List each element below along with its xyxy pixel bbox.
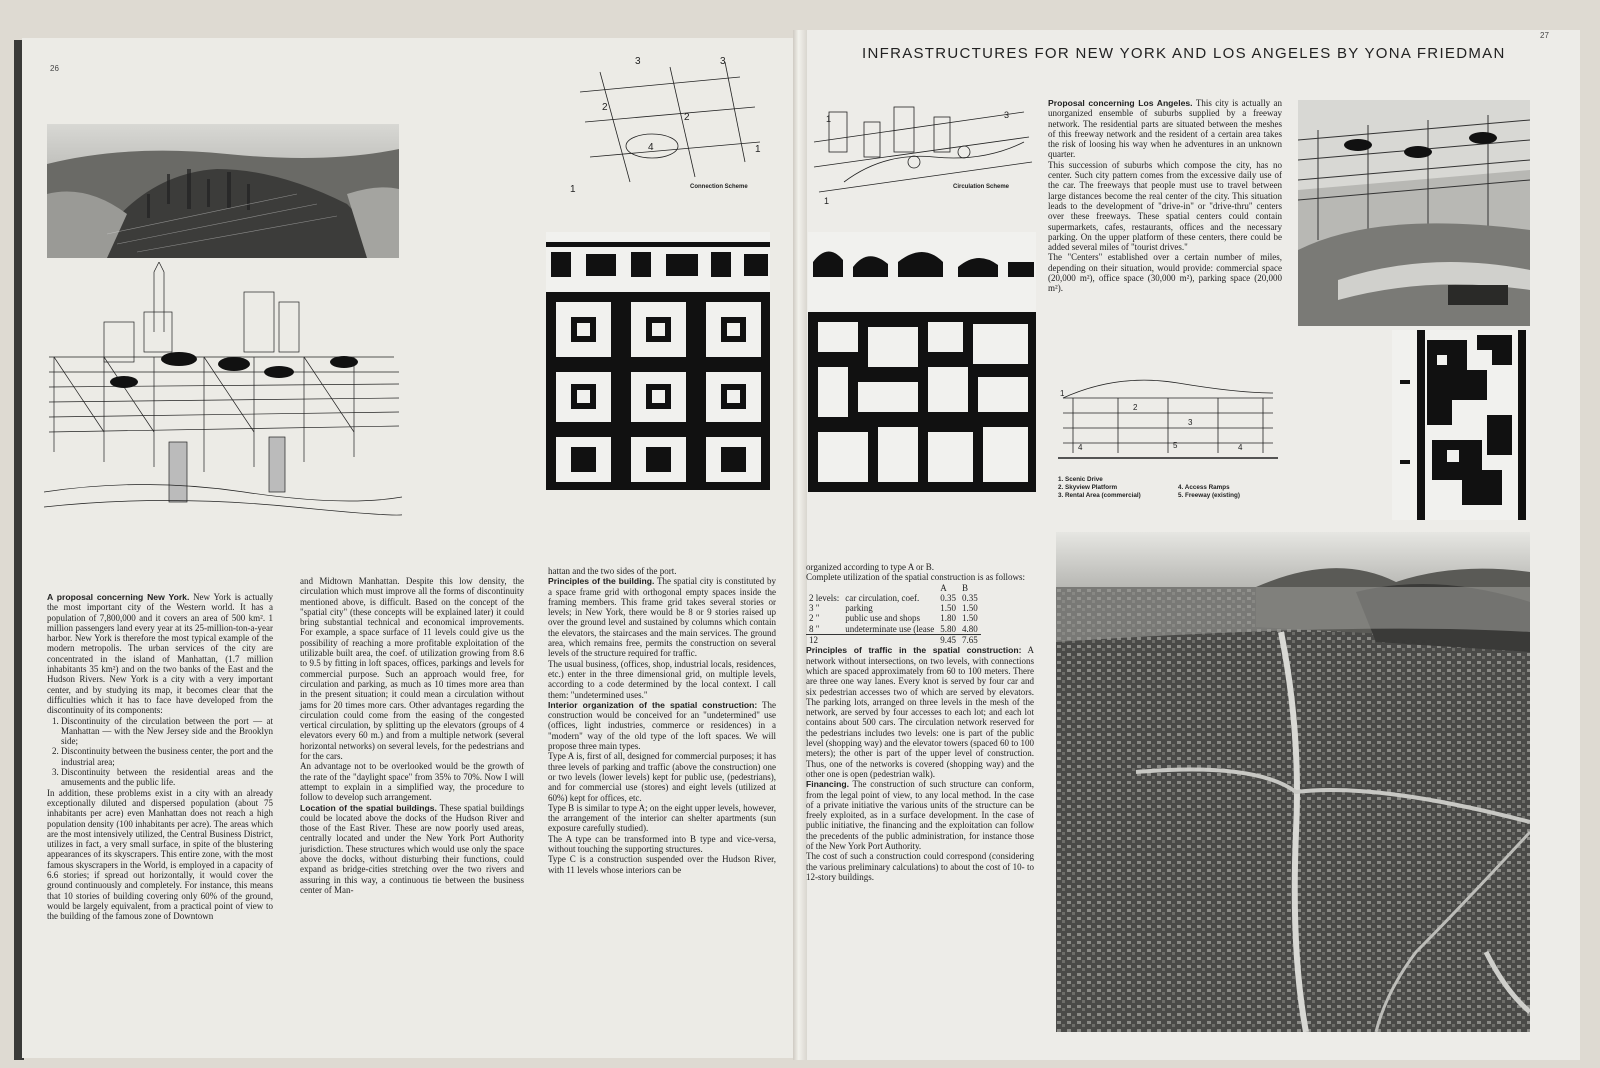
los-angeles-aerial-photo [1056, 532, 1530, 1032]
paragraph: This city is actually an unorganized ensemble of suburbs supplied by a freeway network. The residential parts are situated between the meshes of this freeway network and the resident of a certain area takes the risk of loosing his way when he adventures in an unknown quarter. [1048, 98, 1283, 160]
utilization-table [806, 583, 981, 646]
paragraph: This succession of suburbs which compose the city, has no center. Such city pattern comes from the excessive daily use of the car. The freeways that people must use to travel between large distances become the real center of the city. This situation leads to the development of "drive-in" or "drive-thru" centers over these freeways. These spatial centers could contain supermarkets, cafes, restaurants, offices and the necessary parking. On the upper platform of these centers, there could be added several miles of "tourist drives." [1048, 159, 1282, 253]
ny-proposal-heading: A proposal concerning New York. [47, 592, 190, 602]
svg-text:3: 3 [635, 56, 641, 67]
table-cell: 2 " [809, 613, 820, 624]
paragraph: The construction of such structure can conform, from the legal point of view, to any local method. In the case of a private initiative the various units of the structure can be freely exploited, as in a surface development. In the case of public initiative, the financing and the exploitation can follow the precedents of the public administration, for instance those of the New York Port Authority. [806, 779, 1034, 852]
paragraph: The usual business, (offices, shop, industrial locals, residences, etc.) enter in the three dimensional grid, on multiple levels, according to a code determined by the local context. I call them: "undetermined uses." [548, 658, 776, 700]
list-item: 3. Discontinuity between the residential areas and the amusements and the public life. [61, 767, 273, 788]
table-header-row [806, 583, 981, 593]
svg-text:5: 5 [1173, 441, 1178, 450]
svg-text:4: 4 [1078, 443, 1083, 452]
paragraph: These spatial buildings could be located above the docks of the Hudson River and those of the East River. These are now poorly used areas, centrally located and under the New York Port Authority jurisdiction. These structures which would use only the space above the docks, without disturbing their functions, could expand as bridge-cities stretching over the two rivers and assuring in this way, a continuous tie between the business center of Man- [300, 802, 524, 895]
table-cell: 4.80 [961, 623, 978, 634]
paragraph: The spatial city is constituted by a space frame grid with orthogonal empty spaces inside the framing members. This frame grid takes several stories or levels; in New York, there would be 8 or 9 stories raised up over the ground level and sustained by columns which contain the elevators, the staircases and the main services. The ground area, which remains free, permits the construction on several levels of the structure required for traffic. [548, 576, 776, 659]
building-plan-diagram-b [808, 232, 1036, 492]
interior-organization-heading: Interior organization of the spatial construction: [548, 699, 758, 710]
svg-text:2: 2 [1133, 403, 1138, 412]
connection-scheme-diagram [560, 52, 770, 217]
svg-text:1: 1 [570, 184, 576, 195]
table-cell: 1.50 [940, 603, 956, 614]
table-header: B [961, 582, 968, 593]
paragraph: Complete utilization of the spatial construction is as follows: [806, 572, 1025, 583]
table-row [806, 624, 981, 635]
page-number-right: 27 [1540, 31, 1549, 40]
table-cell: parking [845, 603, 873, 614]
circulation-scheme-caption: Circulation Scheme [953, 184, 1010, 190]
svg-text:2: 2 [684, 112, 690, 123]
principles-building-heading: Principles of the building. [548, 576, 655, 587]
text-column-4 [806, 562, 1034, 882]
paragraph: and Midtown Manhattan. Despite this low density, the circulation which must improve all the forms of discontinuity mentioned above, is difficult. Based on the concept of the "spatial city" (these concepts will be explained later) it could bring substantial technical and economical improvements. For example, a space surface of 11 levels could give us the possibility of reaching a more profitable exploitation of the utilizable built area, the coef. of utilization growing from 8.6 to 9.5 by fitting in loft spaces, offices, parkings and levels for commercial purpose. Such an approach would free, for circulation and parking, as much as 10 times more area than in the present situation; it could mean a circulation without jams for 20 times more cars. Other advantages regarding the circulation could come from the easing of the congested vertical circulation, by splitting up the elevators (groups of 4 elevators every 60 m.) and from a multiple network (several horizontal networks) on several levels, for the pedestrians and for the cars. [300, 576, 524, 762]
svg-text:1: 1 [1060, 389, 1065, 398]
la-legend-right [1178, 484, 1240, 500]
table-row [806, 603, 981, 613]
manhattan-aerial-photo [47, 124, 399, 258]
legend-item: 4. Access Ramps [1178, 484, 1230, 491]
table-total-row [806, 635, 981, 646]
table-cell: 1.50 [961, 613, 978, 624]
circulation-scheme-diagram [804, 92, 1036, 212]
la-section-diagram [1058, 368, 1278, 468]
svg-text:4: 4 [1238, 443, 1243, 452]
la-legend-left [1058, 476, 1141, 500]
legend-item: 5. Freeway (existing) [1178, 492, 1240, 499]
financing-heading: Financing. [806, 779, 849, 790]
table-cell: 9.45 [940, 635, 956, 646]
table-cell: undeterminate use (lease [845, 623, 935, 634]
paragraph: Type A is, first of all, designed for commercial purposes; it has three levels of parking and traffic (above the construction) one or two levels (lower levels) kept for public use, (pedestrians), and for commercial use (stores) and eight levels (utilized at 60%) kept for offices, etc. [548, 751, 776, 803]
paragraph: Type C is a construction suspended over the Hudson River, with 11 levels whose interiors can be [548, 854, 776, 875]
legend-item: 2. Skyview Platform [1058, 484, 1118, 491]
table-cell: 1.80 [940, 613, 956, 624]
paragraph: hattan and the two sides of the port. [548, 566, 677, 576]
ny-intro-text: New York is actually the most important city of the Western world. It has a population of 7,800,000 and it covers an area of 500 km². 1 million passengers land every year at its 25-million-ton-a-year harbor. New York is therefore the most typical example of the modern metropolis. The urban services of the city are concentrated in the island of Manhattan, (1.7 million inhabitants 35 km²) and on the two banks of the East and the Hudson Rivers. New York is a city with a very important center, and by studying its map, it becomes clear that the difficulties which it has to face have developed from the discontinuity of its components: [47, 592, 273, 716]
svg-text:2: 2 [602, 102, 608, 113]
building-plan-diagram-a [546, 232, 770, 490]
table-cell: 7.65 [961, 635, 978, 646]
la-plan-diagram [1392, 330, 1530, 520]
table-header: A [940, 582, 947, 593]
table-cell: 3 " [809, 603, 820, 614]
svg-text:3: 3 [720, 56, 726, 67]
article-headline: INFRASTRUCTURES FOR NEW YORK AND LOS ANGELES BY YONA FRIEDMAN [862, 45, 1506, 62]
svg-text:1: 1 [824, 196, 830, 206]
table-cell: 2 levels: [809, 592, 840, 603]
location-heading: Location of the spatial buildings. [300, 802, 437, 813]
traffic-principles-heading: Principles of traffic in the spatial construction: [806, 645, 1022, 656]
paragraph: organized according to type A or B. [806, 562, 935, 572]
paragraph: A network without intersections, on two levels, with connections which are spaced approximately from 60 to 100 meters. There are three one way lanes. Every knot is served by four car and six pedestrian accesses two of which are served by elevators. The parking lots, arranged on three levels in the mesh of the network, are served by four accesses to each lot; and each lot contains about 500 cars. The circulation network reserved for the pedestrians includes two levels: one is part of the public level (shopping way) and the elevator towers (spaced 60 to 100 meters); the other is part of the upper level of construction. Thus, one of the networks is covered (shopping way) and the other one is open (pedestrian walk). [806, 645, 1034, 779]
legend-item: 3. Rental Area (commercial) [1058, 492, 1141, 499]
table-cell: public use and shops [845, 613, 920, 624]
svg-text:1: 1 [755, 144, 761, 155]
text-column-2 [300, 576, 524, 895]
table-cell: car circulation, coef. [845, 592, 920, 603]
table-row [806, 613, 981, 623]
paragraph: The "Centers" established over a certain number of miles, depending on their situation, would provide: commercial space (20,000 m²), office space (30,000 m²), parking space (20,000 m²). [1048, 252, 1282, 294]
table-cell: 5.80 [940, 623, 956, 634]
bridge-city-perspective-drawing [44, 262, 402, 520]
text-column-5 [1048, 98, 1282, 294]
ny-body-text: In addition, these problems exist in a city with an already exceptionally diluted and dispersed population (about 75 inhabitants per acre) even Manhattan does not reach a high population density (100 inhabitants per acre). The areas which are the most intensively utilized, the Central Business District, utilizes in fact, a very small surface, in spite of the blustering appearances of its skyscrapers. This entire zone, with the most famous skyscrapers in the World, is employed in a capacity of 6.6 stories; if spread out horizontally, it would cover the ground continuously and completely. For instance, this means that 10 stories of building covering only 60% of the ground, would be largely equivalent, from a practical point of view to the building of the famous zone of Downtown [47, 787, 273, 922]
paragraph: The construction would be conceived for an "undetermined" use (offices, light industries, commerce or residences) in a "modern" way of the old type of the loft spaces. We will propose three main types. [548, 699, 776, 752]
text-column-3 [548, 566, 776, 875]
list-item: 2. Discontinuity between the business center, the port and the industrial area; [61, 746, 273, 767]
la-center-perspective-photo [1298, 100, 1530, 326]
svg-text:3: 3 [1004, 110, 1010, 120]
connection-scheme-caption: Connection Scheme [690, 184, 748, 190]
table-cell: 0.35 [940, 592, 956, 603]
table-cell: 1.50 [961, 603, 978, 614]
legend-item: 1. Scenic Drive [1058, 476, 1103, 483]
table-cell: 0.35 [961, 592, 978, 603]
paragraph: Type B is similar to type A; on the eight upper levels, however, the arrangement of the interior can shelter apartments (sun exposure carefully studied). [548, 802, 776, 834]
paragraph: The A type can be transformed into B type and vice-versa, without touching the supporting structures. [548, 833, 776, 855]
table-cell: 8 " [809, 623, 820, 634]
list-item: 1. Discontinuity of the circulation between the port — at Manhattan — with the New Jersey side and the Brooklyn side; [61, 716, 273, 747]
table-cell: 12 [809, 635, 818, 646]
paragraph: An advantage not to be overlooked would be the growth of the rate of the "daylight space" from 35% to 70%. Now I will attempt to explain in a simplified way, the procedure to follow to develop such arrangement. [300, 761, 524, 803]
svg-text:1: 1 [826, 114, 832, 124]
table-row [806, 593, 981, 603]
svg-text:4: 4 [648, 142, 654, 153]
la-proposal-heading: Proposal concerning Los Angeles. [1048, 98, 1193, 108]
svg-text:3: 3 [1188, 418, 1193, 427]
paragraph: The cost of such a construction could correspond (considering the various preliminary calculations) to about the cost of 10- to 12-story buildings. [806, 851, 1034, 882]
text-column-1 [47, 592, 273, 922]
page-number-left: 26 [50, 64, 59, 73]
